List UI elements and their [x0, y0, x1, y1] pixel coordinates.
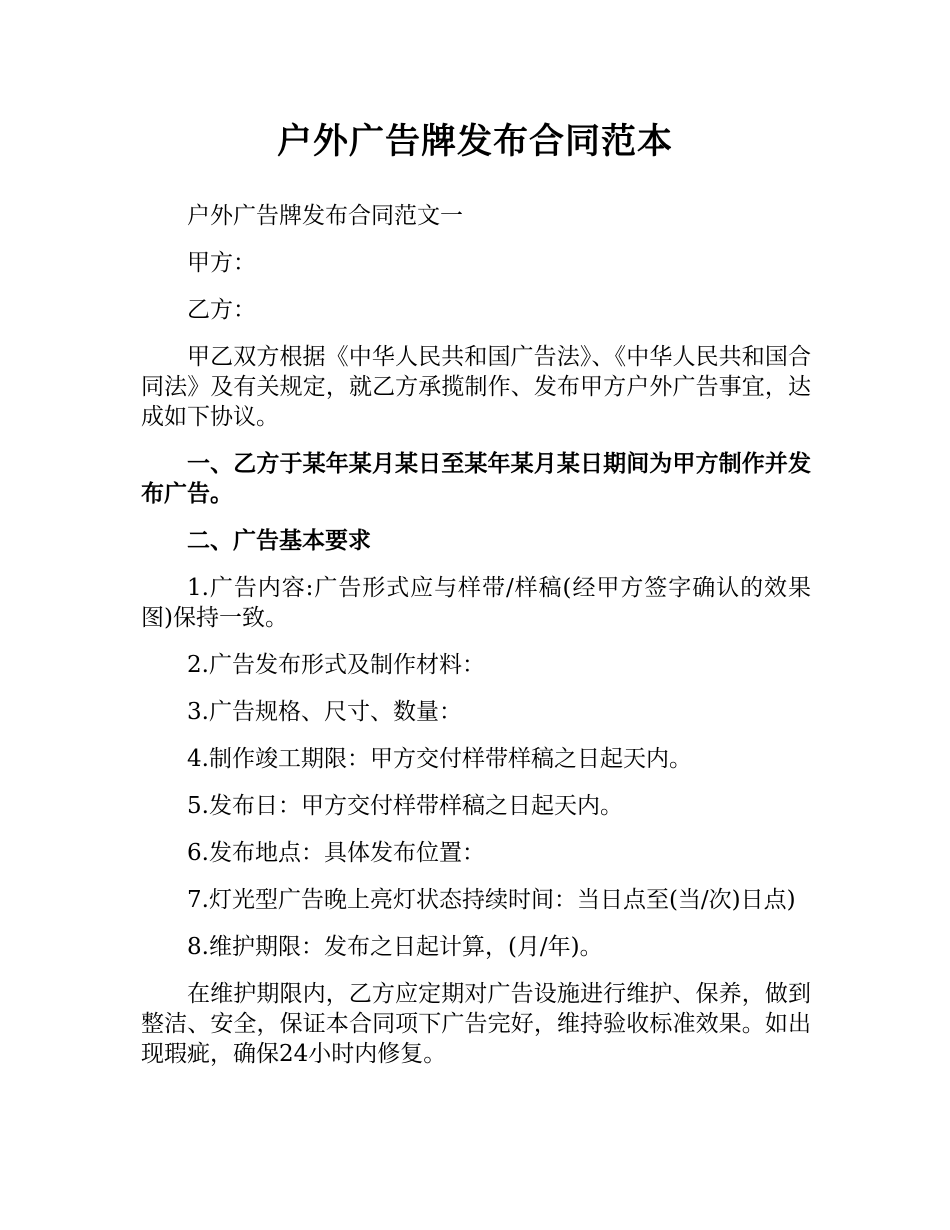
clause-4: 4.制作竣工期限：甲方交付样带样稿之日起天内。 — [187, 746, 692, 772]
clause-6: 6.发布地点：具体发布位置： — [187, 840, 485, 866]
section-heading-two: 二、广告基本要求 — [187, 528, 371, 554]
paragraph-maintenance: 在维护期限内，乙方应定期对广告设施进行维护、保养，做到整洁、安全，保证本合同项下广告完好，维持验收标准效果。如出现瑕疵，确保24小时内修复。 — [141, 981, 811, 1067]
clause-2: 2.广告发布形式及制作材料： — [187, 652, 485, 678]
document-body — [141, 201, 811, 1086]
clause-5: 5.发布日：甲方交付样带样稿之日起天内。 — [187, 793, 623, 819]
clause-1: 1.广告内容:广告形式应与样带/样稿(经甲方签字确认的效果图)保持一致。 — [141, 575, 811, 631]
clause-7: 7.灯光型广告晚上亮灯状态持续时间：当日点至(当/次)日点) — [187, 887, 796, 913]
clause-3: 3.广告规格、尺寸、数量： — [187, 699, 462, 725]
paragraph-party-a: 甲方： — [187, 250, 256, 276]
clause-8: 8.维护期限：发布之日起计算，(月/年)。 — [187, 934, 603, 960]
paragraph-subtitle: 户外广告牌发布合同范文一 — [187, 203, 463, 229]
document-title: 户外广告牌发布合同范本 — [276, 122, 673, 162]
section-heading-one: 一、乙方于某年某月某日至某年某月某日期间为甲方制作并发布广告。 — [141, 451, 811, 507]
paragraph-party-b: 乙方： — [187, 297, 256, 323]
paragraph-preamble: 甲乙双方根据《中华人民共和国广告法》、《中华人民共和国合同法》及有关规定，就乙方承揽制作、发布甲方户外广告事宜，达成如下协议。 — [141, 344, 811, 430]
